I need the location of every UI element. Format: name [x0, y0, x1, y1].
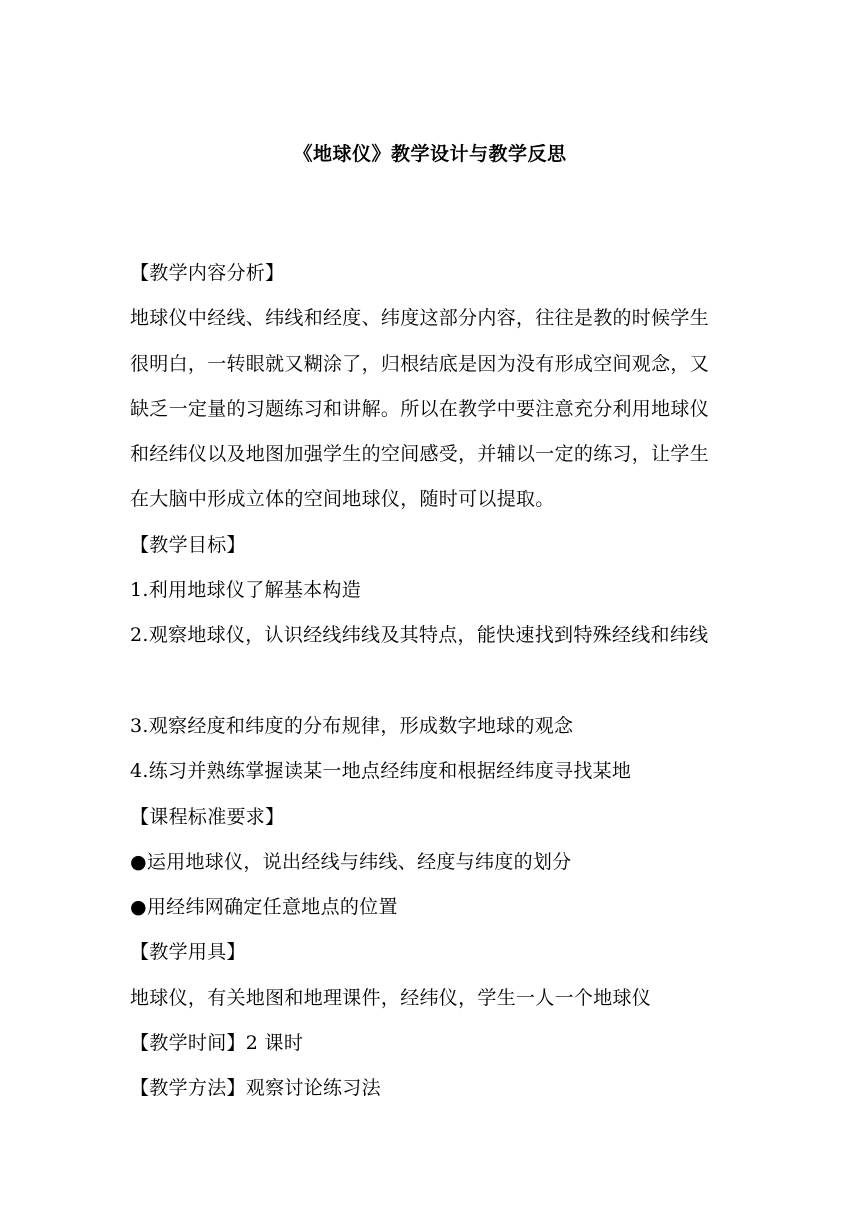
- document-title: 《地球仪》教学设计与教学反思: [293, 143, 567, 165]
- paragraph-line: 缺乏一定量的习题练习和讲解。所以在教学中要注意充分利用地球仪: [130, 397, 710, 420]
- content-analysis-section: [130, 251, 740, 1112]
- document-body: [130, 251, 740, 1112]
- standard-item: ●用经纬网确定任意地点的位置: [130, 896, 398, 919]
- section-heading: 【教学目标】: [130, 533, 246, 556]
- paragraph-line: 在大脑中形成立体的空间地球仪，随时可以提取。: [130, 488, 555, 511]
- standard-item: ●运用地球仪，说出经线与纬线、经度与纬度的划分: [130, 850, 572, 873]
- objective-item: 3.观察经度和纬度的分布规律，形成数字地球的观念: [130, 714, 574, 737]
- section-heading: 【课程标准要求】: [130, 805, 285, 828]
- paragraph-line: 很明白，一转眼就又糊涂了，归根结底是因为没有形成空间观念，又: [130, 352, 710, 375]
- paragraph-line: 地球仪中经线、纬线和经度、纬度这部分内容，往往是教的时候学生: [130, 307, 710, 330]
- teaching-method: 【教学方法】观察讨论练习法: [130, 1077, 381, 1100]
- teaching-time: 【教学时间】2 课时: [130, 1032, 304, 1055]
- blank-line: [130, 659, 740, 704]
- paragraph-line: 和经纬仪以及地图加强学生的空间感受，并辅以一定的练习，让学生: [130, 443, 710, 466]
- objective-item: 2.观察地球仪，认识经线纬线及其特点，能快速找到特殊经线和纬线: [130, 624, 709, 647]
- objective-item: 4.练习并熟练掌握读某一地点经纬度和根据经纬度寻找某地: [130, 760, 632, 783]
- tools-text: 地球仪，有关地图和地理课件，经纬仪，学生一人一个地球仪: [130, 986, 652, 1009]
- section-heading: 【教学用具】: [130, 941, 246, 964]
- section-heading: 【教学内容分析】: [130, 262, 285, 284]
- objective-item: 1.利用地球仪了解基本构造: [130, 579, 362, 602]
